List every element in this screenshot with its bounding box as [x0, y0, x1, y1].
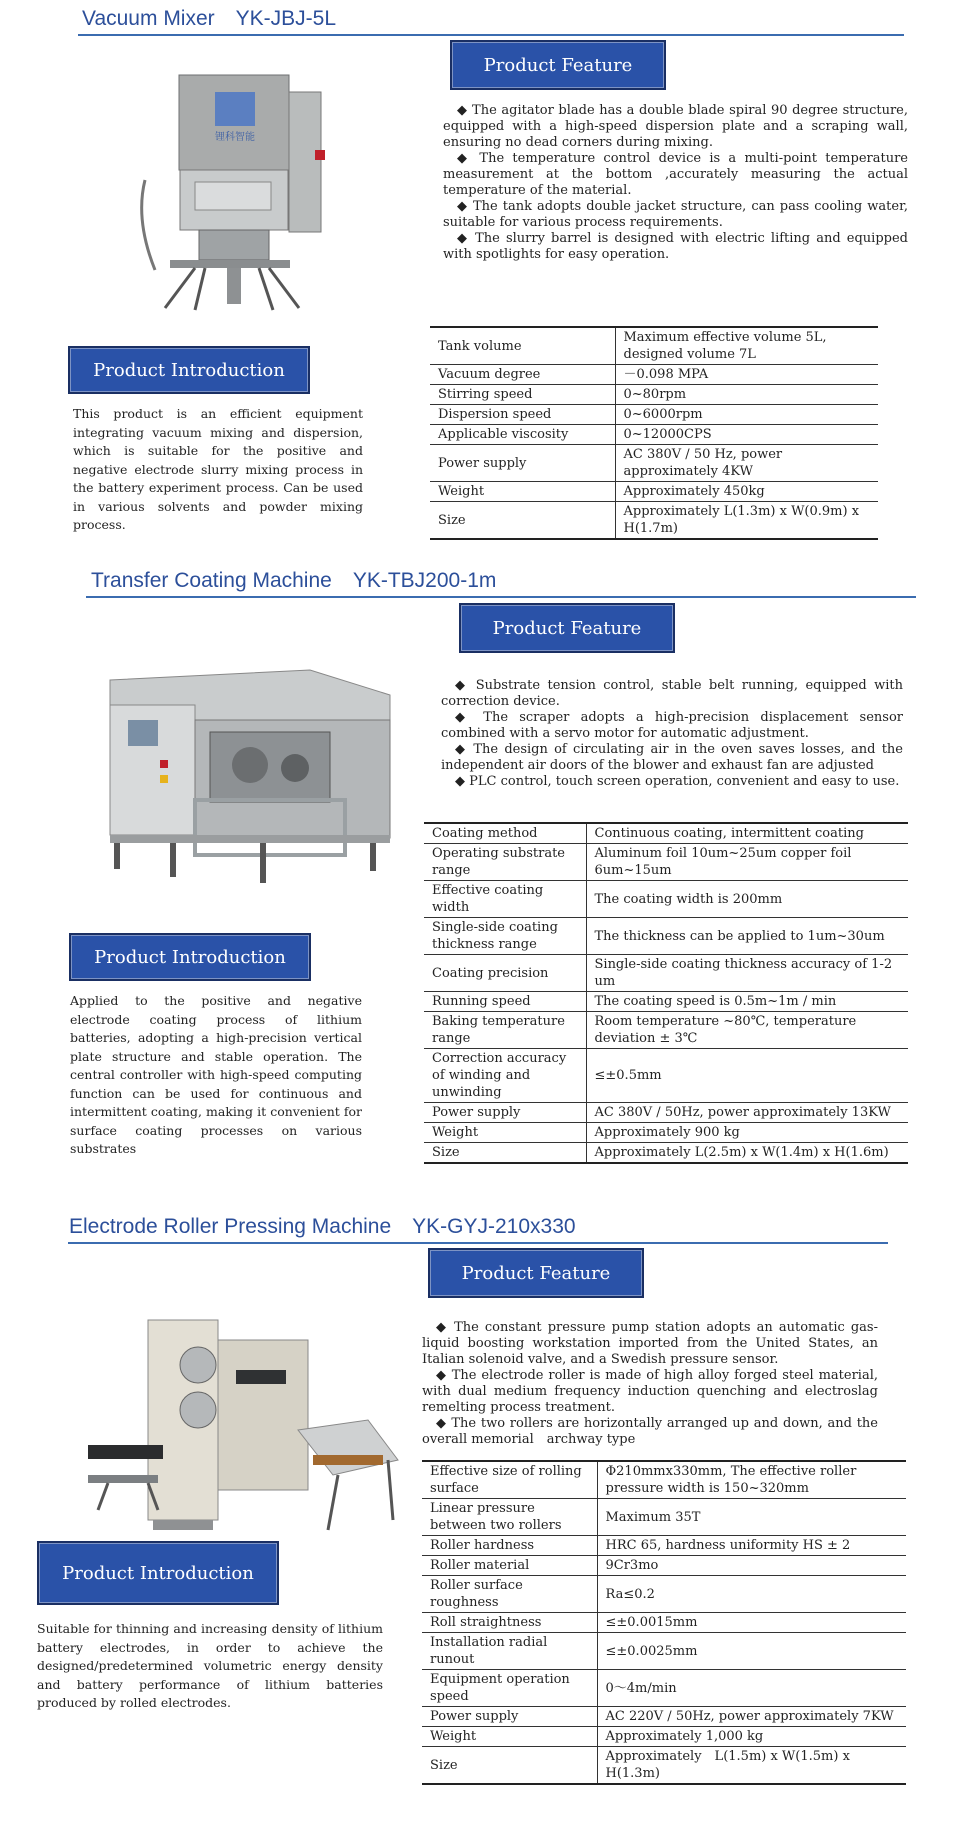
spec-label: Applicable viscosity: [430, 425, 615, 445]
spec-value: Maximum effective volume 5L, designed volume 7L: [615, 327, 878, 365]
table-row: [422, 1633, 906, 1670]
spec-label: Baking temperature range: [424, 1012, 586, 1049]
spec-label: Single-side coating thickness range: [424, 918, 586, 955]
table-row: [424, 823, 908, 844]
feature-item: ◆ The slurry barrel is designed with electric lifting and equipped with spotlights for easy operation.: [443, 231, 908, 263]
table-row: [430, 365, 878, 385]
spec-value: Approximately L(2.5m) x W(1.4m) x H(1.6m): [586, 1143, 908, 1164]
spec-value: －0.098 MPA: [615, 365, 878, 385]
table-row: [422, 1727, 906, 1747]
table-row: [422, 1461, 906, 1499]
spec-table: [430, 326, 878, 540]
spec-label: Roller hardness: [422, 1536, 597, 1556]
section-title: Transfer Coating Machine YK-TBJ200-1m: [91, 569, 497, 592]
spec-label: Weight: [424, 1123, 586, 1143]
brand-logo-text: 锂科智能: [215, 132, 255, 143]
feature-item: ◆ Substrate tension control, stable belt running, equipped with correction device.: [441, 678, 903, 710]
product-feature-heading: Product Feature: [428, 1248, 644, 1298]
spec-label: Weight: [422, 1727, 597, 1747]
table-row: [424, 1049, 908, 1103]
spec-value: 0~6000rpm: [615, 405, 878, 425]
table-row: [424, 1143, 908, 1164]
spec-label: Roller material: [422, 1556, 597, 1576]
table-row: [422, 1747, 906, 1785]
spec-value: ≤±0.0015mm: [597, 1613, 906, 1633]
section-vacuum-mixer: [0, 0, 960, 560]
spec-table: [424, 822, 908, 1164]
spec-label: Running speed: [424, 992, 586, 1012]
spec-label: Power supply: [430, 445, 615, 482]
feature-item: ◆ The design of circulating air in the oven saves losses, and the independent air doors of the blower and exhaust fan are adjusted: [441, 742, 903, 774]
spec-value: HRC 65, hardness uniformity HS ± 2: [597, 1536, 906, 1556]
product-introduction-heading: Product Introduction: [69, 933, 311, 981]
spec-value: Aluminum foil 10um~25um copper foil 6um~15um: [586, 844, 908, 881]
product-introduction-text: Applied to the positive and negative electrode coating process of lithium batteries, adopting a high-precision vertical plate structure and stable operation. The central controller with high-speed computing function can be used for continuous and intermittent coating, making it convenient for surface coating processes on various substrates: [70, 993, 362, 1156]
spec-label: Stirring speed: [430, 385, 615, 405]
spec-label: Linear pressure between two rollers: [422, 1499, 597, 1536]
spec-label: Weight: [430, 482, 615, 502]
spec-value: AC 380V / 50Hz, power approximately 13KW: [586, 1103, 908, 1123]
spec-label: Power supply: [424, 1103, 586, 1123]
spec-label: Power supply: [422, 1707, 597, 1727]
table-row: [424, 1012, 908, 1049]
table-row: [424, 992, 908, 1012]
spec-value: Approximately 450kg: [615, 482, 878, 502]
table-row: [422, 1499, 906, 1536]
spec-value: Approximately L(1.5m) x W(1.5m) x H(1.3m): [597, 1747, 906, 1785]
spec-value: 9Cr3mo: [597, 1556, 906, 1576]
table-row: [430, 405, 878, 425]
section-transfer-coating-machine: [0, 560, 960, 1200]
spec-value: 0~80rpm: [615, 385, 878, 405]
spec-label: Tank volume: [430, 327, 615, 365]
spec-label: Roller surface roughness: [422, 1576, 597, 1613]
section-divider: [86, 596, 916, 598]
feature-list: [422, 1320, 878, 1448]
table-row: [422, 1707, 906, 1727]
spec-label: Equipment operation speed: [422, 1670, 597, 1707]
table-row: [430, 425, 878, 445]
product-feature-heading: Product Feature: [459, 603, 675, 653]
spec-value: 0~12000CPS: [615, 425, 878, 445]
spec-label: Coating method: [424, 823, 586, 844]
feature-item: ◆ The electrode roller is made of high alloy forged steel material, with dual medium frequency induction quenching and electroslag remelting process treatment.: [422, 1368, 878, 1416]
spec-value: Maximum 35T: [597, 1499, 906, 1536]
product-introduction-heading: Product Introduction: [37, 1541, 279, 1605]
spec-value: Room temperature ~80℃, temperature deviation ± 3℃: [586, 1012, 908, 1049]
table-row: [422, 1536, 906, 1556]
table-row: [424, 844, 908, 881]
spec-value: The thickness can be applied to 1um~30um: [586, 918, 908, 955]
feature-item: ◆ The temperature control device is a multi-point temperature measurement at the bottom ,accurately measuring the actual temperature of the material.: [443, 151, 908, 199]
table-row: [424, 918, 908, 955]
spec-label: Size: [422, 1747, 597, 1785]
table-row: [424, 1103, 908, 1123]
table-row: [424, 1123, 908, 1143]
product-feature-heading: Product Feature: [450, 40, 666, 90]
feature-item: ◆ The scraper adopts a high-precision displacement sensor combined with a servo motor for automatic adjustment.: [441, 710, 903, 742]
spec-value: AC 380V / 50 Hz, power approximately 4KW: [615, 445, 878, 482]
feature-item: ◆ PLC control, touch screen operation, convenient and easy to use.: [441, 774, 903, 790]
table-row: [430, 445, 878, 482]
section-title: Electrode Roller Pressing Machine YK-GYJ-210x330: [69, 1215, 576, 1238]
spec-value: Approximately L(1.3m) x W(0.9m) x H(1.7m): [615, 502, 878, 540]
spec-value: Ra≤0.2: [597, 1576, 906, 1613]
spec-label: Coating precision: [424, 955, 586, 992]
spec-label: Correction accuracy of winding and unwinding: [424, 1049, 586, 1103]
vacuum-mixer-photo: [135, 70, 330, 315]
table-row: [430, 502, 878, 540]
spec-value: Approximately 1,000 kg: [597, 1727, 906, 1747]
spec-value: Single-side coating thickness accuracy of 1-2 um: [586, 955, 908, 992]
section-electrode-roller-pressing-machine: [0, 1210, 960, 1827]
spec-label: Roll straightness: [422, 1613, 597, 1633]
spec-label: Size: [430, 502, 615, 540]
spec-label: Operating substrate range: [424, 844, 586, 881]
feature-list: [443, 103, 908, 263]
section-title: Vacuum Mixer YK-JBJ-5L: [82, 7, 337, 30]
product-introduction-text: This product is an efficient equipment integrating vacuum mixing and dispersion, which is suitable for the positive and negative electrode slurry mixing process in the battery experiment process. Can be used in various solvents and powder mixing process.: [73, 406, 363, 532]
spec-label: Effective coating width: [424, 881, 586, 918]
spec-value: ≤±0.5mm: [586, 1049, 908, 1103]
table-row: [430, 482, 878, 502]
table-row: [422, 1613, 906, 1633]
spec-value: Φ210mmx330mm, The effective roller pressure width is 150~320mm: [597, 1461, 906, 1499]
spec-value: 0～4m/min: [597, 1670, 906, 1707]
spec-table: [422, 1460, 906, 1785]
feature-item: ◆ The two rollers are horizontally arranged up and down, and the overall memorial archway type: [422, 1416, 878, 1448]
table-row: [424, 881, 908, 918]
table-row: [422, 1576, 906, 1613]
section-divider: [78, 34, 904, 36]
spec-label: Vacuum degree: [430, 365, 615, 385]
spec-label: Installation radial runout: [422, 1633, 597, 1670]
feature-item: ◆ The tank adopts double jacket structure, can pass cooling water, suitable for various process requirements.: [443, 199, 908, 231]
feature-item: ◆ The agitator blade has a double blade spiral 90 degree structure, equipped with a high-speed dispersion plate and a scraping wall, ensuring no dead corners during mixing.: [443, 103, 908, 151]
spec-label: Dispersion speed: [430, 405, 615, 425]
roller-press-photo: [68, 1310, 403, 1550]
table-row: [430, 327, 878, 365]
spec-label: Size: [424, 1143, 586, 1164]
spec-value: Approximately 900 kg: [586, 1123, 908, 1143]
spec-value: The coating speed is 0.5m~1m / min: [586, 992, 908, 1012]
feature-list: [441, 678, 903, 790]
spec-value: AC 220V / 50Hz, power approximately 7KW: [597, 1707, 906, 1727]
coating-machine-photo: [100, 660, 395, 895]
spec-value: ≤±0.0025mm: [597, 1633, 906, 1670]
table-row: [424, 955, 908, 992]
product-introduction-heading: Product Introduction: [68, 346, 310, 394]
feature-item: ◆ The constant pressure pump station adopts an automatic gas-liquid boosting workstation imported from the United States, an Italian solenoid valve, and a Swedish pressure sensor.: [422, 1320, 878, 1368]
section-divider: [68, 1242, 888, 1244]
product-introduction-text: Suitable for thinning and increasing density of lithium battery electrodes, in order to achieve the designed/predetermined volumetric energy density and battery performance of lithium batteries produced by rolled electrodes.: [37, 1621, 383, 1710]
table-row: [422, 1670, 906, 1707]
spec-value: Continuous coating, intermittent coating: [586, 823, 908, 844]
spec-label: Effective size of rolling surface: [422, 1461, 597, 1499]
table-row: [430, 385, 878, 405]
table-row: [422, 1556, 906, 1576]
spec-value: The coating width is 200mm: [586, 881, 908, 918]
